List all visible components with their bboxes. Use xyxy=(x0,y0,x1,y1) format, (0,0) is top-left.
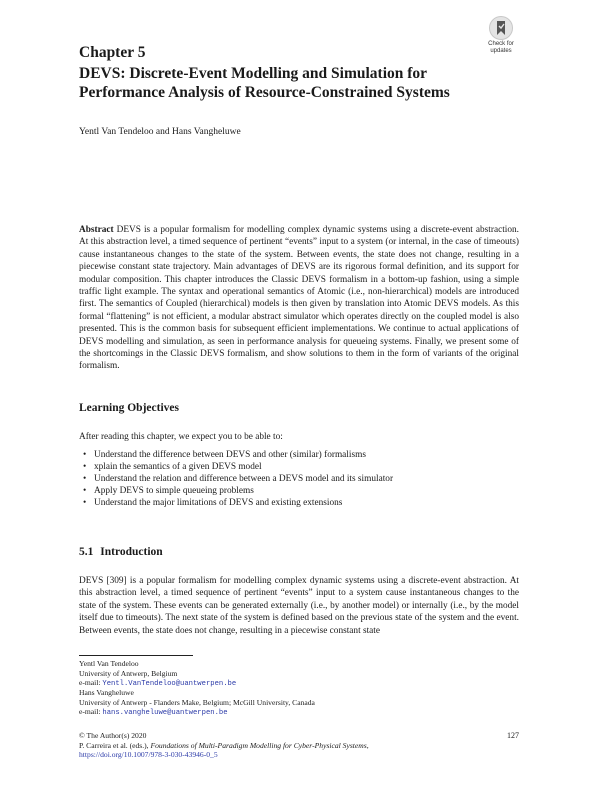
section-number: 5.1 xyxy=(79,546,94,558)
author-email-row xyxy=(79,707,315,719)
learning-objectives-list xyxy=(83,449,393,509)
author-footnote xyxy=(79,659,236,690)
chapter-title-line-2: Performance Analysis of Resource-Constrained Systems xyxy=(79,83,450,101)
introduction-heading xyxy=(79,546,163,558)
list-item: • Apply DEVS to simple queueing problems xyxy=(83,485,393,497)
email-label: e-mail: xyxy=(79,678,101,688)
author-affiliation: University of Antwerp - Flanders Make, Belgium; McGill University, Canada xyxy=(79,697,315,707)
list-item: • Understand the difference between DEVS and other (similar) formalisms xyxy=(83,449,393,461)
list-item: • Understand the major limitations of DEVS and existing extensions xyxy=(83,497,393,509)
author-email-link[interactable]: Yentl.VanTendeloo@uantwerpen.be xyxy=(102,680,237,689)
learning-objectives-heading: Learning Objectives xyxy=(79,402,179,414)
author-footnote xyxy=(79,688,315,719)
citation: P. Carreira et al. (eds.), Foundations of Multi-Paradigm Modelling for Cyber-Physical Systems, xyxy=(79,740,369,750)
page-footer xyxy=(79,731,519,760)
list-item: • xplain the semantics of a given DEVS model xyxy=(83,461,393,473)
author-email-link[interactable]: hans.vangheluwe@uantwerpen.be xyxy=(102,709,228,718)
author-name: Hans Vangheluwe xyxy=(79,688,134,697)
section-title: Introduction xyxy=(100,546,163,558)
author-affiliation: University of Antwerp, Belgium xyxy=(79,668,178,678)
email-label: e-mail: xyxy=(79,707,101,717)
learning-objectives-intro: After reading this chapter, we expect you to be able to: xyxy=(79,432,283,442)
authors: Yentl Van Tendeloo and Hans Vangheluwe xyxy=(79,127,241,137)
chapter-title-line-1: DEVS: Discrete-Event Modelling and Simulation for xyxy=(79,65,428,82)
footnote-divider xyxy=(79,655,193,656)
chapter-title xyxy=(79,65,519,102)
book-title: Foundations of Multi-Paradigm Modelling for Cyber-Physical Systems xyxy=(150,740,367,750)
badge-label: Check for updates xyxy=(488,41,514,54)
check-for-updates-badge[interactable] xyxy=(484,16,518,60)
abstract-label: Abstract xyxy=(79,225,114,235)
list-item: • Understand the relation and difference between a DEVS model and its simulator xyxy=(83,473,393,485)
chapter-number: Chapter 5 xyxy=(79,44,146,61)
abstract xyxy=(79,224,519,373)
page-number: 127 xyxy=(507,731,519,740)
check-for-updates-icon xyxy=(489,16,513,40)
copyright: © The Author(s) 2020 xyxy=(79,731,147,740)
doi-link[interactable]: https://doi.org/10.1007/978-3-030-43946-0_5 xyxy=(79,750,218,760)
author-name: Yentl Van Tendeloo xyxy=(79,659,139,668)
abstract-text: DEVS is a popular formalism for modelling complex dynamic systems using a discrete-event abstraction. At this abstraction level, a timed sequence of pertinent “events” input to a system (or internal, in the case of timeouts) cause instantaneous changes to the state of the system. Between events, the state does not change, resulting in a piecewise constant state trajectory. Main advantages of DEVS are its rigorous formal definition, and its support for modular composition. This chapter introduces the Classic DEVS formalism in a bottom-up fashion, using a simple traffic light example. The syntax and operational semantics of Atomic (i.e., non-hierarchical) models are introduced first. The semantics of Coupled (hierarchical) models is then given by translation into Atomic DEVS models. As this formal “flattening” is not efficient, a modular abstract simulator which operates directly on the coupled model is also presented. This is the common basis for subsequent efficient implementations. We continue to actual applications of DEVS modelling and simulation, as seen in performance analysis for queueing systems. Finally, we present some of the shortcomings in the Classic DEVS formalism, and show solutions to them in the form of variants of the original formalism. xyxy=(79,225,519,372)
introduction-text: DEVS [309] is a popular formalism for modelling complex dynamic systems using a discrete-event abstraction. At this abstraction level, a timed sequence of pertinent “events” input to a system cause instantaneous changes to the state of the system. These events can be generated externally (i.e., by another model) or internally (i.e., by the model itself due to timeouts). The next state of the system is defined based on the previous state of the system and the event. Between events, the state does not change, resulting in a piecewise constant state xyxy=(79,576,519,636)
